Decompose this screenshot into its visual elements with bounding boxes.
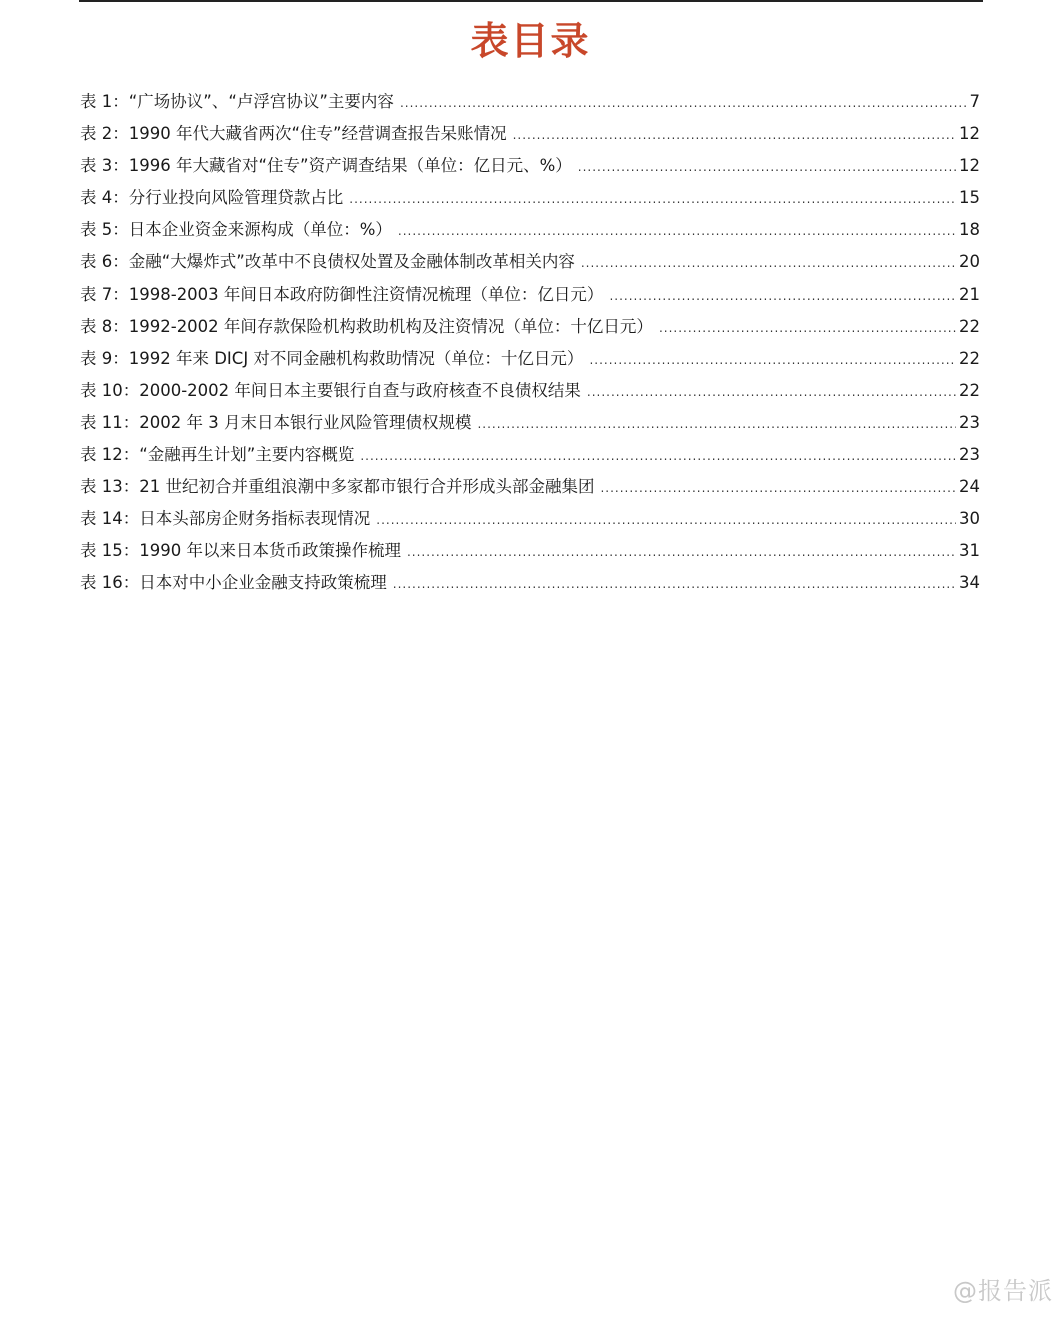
toc-entry-page: 12	[959, 156, 980, 176]
toc-entry[interactable]	[80, 150, 980, 182]
toc-entry[interactable]	[80, 214, 980, 246]
toc-entry-label: 表 1：“广场协议”、“卢浮宫协议”主要内容	[80, 92, 394, 111]
toc-entry-label: 表 14：日本头部房企财务指标表现情况	[80, 509, 371, 529]
toc-entry-label: 表 2：1990 年代大藏省两次“住专”经营调查报告呆账情况	[80, 124, 507, 144]
toc-entry[interactable]	[80, 375, 980, 407]
watermark: @报告派	[953, 1277, 1053, 1305]
toc-entry-page: 22	[959, 380, 980, 400]
toc-entry-label: 表 4：分行业投向风险管理贷款占比	[80, 188, 344, 208]
toc-entry-page: 23	[959, 412, 980, 432]
toc-entry-page: 7	[969, 92, 980, 111]
toc-entry-page: 31	[959, 541, 980, 561]
dot-leader	[589, 344, 956, 376]
toc-entry-label: 表 9：1992 年来 DICJ 对不同金融机构救助情况（单位：十亿日元）	[80, 348, 584, 368]
toc-entry-page: 24	[959, 477, 980, 497]
dot-leader	[400, 87, 967, 119]
dot-leader	[513, 119, 956, 151]
toc-entry[interactable]	[80, 535, 980, 567]
toc-entry-label: 表 16：日本对中小企业金融支持政策梳理	[80, 573, 387, 593]
toc-entry-label: 表 10：2000-2002 年间日本主要银行自查与政府核查不良债权结果	[80, 380, 581, 400]
dot-leader	[609, 280, 956, 312]
toc-entry-page: 21	[959, 284, 980, 304]
toc-entry-label: 表 8：1992-2002 年间存款保险机构救助机构及注资情况（单位：十亿日元）	[80, 316, 653, 336]
toc-entry[interactable]	[80, 182, 980, 214]
toc-entry[interactable]	[80, 503, 980, 535]
toc-entry-page: 18	[959, 220, 980, 240]
toc-entry[interactable]	[80, 246, 980, 278]
dot-leader	[477, 408, 956, 440]
toc-entry[interactable]	[80, 439, 980, 471]
toc-entry[interactable]	[80, 343, 980, 375]
toc-entry-page: 22	[959, 316, 980, 336]
dot-leader	[581, 247, 956, 279]
toc-entry-page: 34	[959, 573, 980, 593]
toc-entry-page: 22	[959, 348, 980, 368]
toc-entry-label: 表 6：金融“大爆炸式”改革中不良债权处置及金融体制改革相关内容	[80, 252, 575, 272]
toc-entry[interactable]	[80, 118, 980, 150]
toc-entry-page: 23	[959, 445, 980, 465]
dot-leader	[407, 536, 956, 568]
toc-entry-label: 表 5：日本企业资金来源构成（单位：%）	[80, 220, 392, 240]
toc-entry[interactable]	[80, 407, 980, 439]
top-rule	[79, 0, 983, 2]
toc-entry[interactable]	[80, 311, 980, 343]
toc-entry[interactable]	[80, 279, 980, 311]
toc-entry-page: 20	[959, 252, 980, 272]
toc-entry-page: 12	[959, 124, 980, 144]
dot-leader	[578, 151, 956, 183]
toc-entry-label: 表 7：1998-2003 年间日本政府防御性注资情况梳理（单位：亿日元）	[80, 284, 604, 304]
dot-leader	[600, 472, 956, 504]
toc-entry-page: 30	[959, 509, 980, 529]
toc-entry-label: 表 12：“金融再生计划”主要内容概览	[80, 445, 355, 465]
dot-leader	[659, 312, 956, 344]
dot-leader	[376, 504, 956, 536]
toc-entry-label: 表 15：1990 年以来日本货币政策操作梳理	[80, 541, 401, 561]
dot-leader	[393, 568, 956, 600]
toc-entry[interactable]	[80, 471, 980, 503]
dot-leader	[349, 183, 956, 215]
toc-entry-label: 表 13：21 世纪初合并重组浪潮中多家都市银行合并形成头部金融集团	[80, 477, 595, 497]
dot-leader	[360, 440, 956, 472]
page-title: 表目录	[470, 19, 591, 63]
toc-entry-label: 表 3：1996 年大藏省对“住专”资产调查结果（单位：亿日元、%）	[80, 156, 572, 176]
toc-entry[interactable]	[80, 567, 980, 599]
toc-entry-label: 表 11：2002 年 3 月末日本银行业风险管理债权规模	[80, 412, 472, 432]
dot-leader	[398, 215, 956, 247]
table-of-tables	[80, 86, 980, 600]
dot-leader	[587, 376, 956, 408]
toc-entry-page: 15	[959, 188, 980, 208]
toc-entry[interactable]	[80, 86, 980, 118]
